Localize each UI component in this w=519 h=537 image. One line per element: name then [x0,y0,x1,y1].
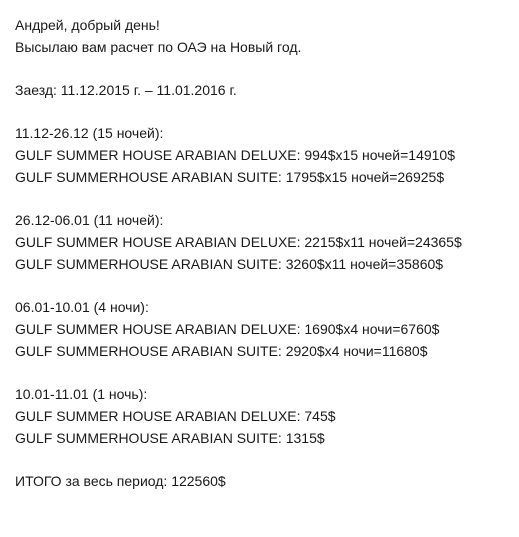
suite-rate-line: GULF SUMMERHOUSE ARABIAN SUITE: 2920$x4 ночи=11680$ [15,343,428,359]
deluxe-rate-line: GULF SUMMER HOUSE ARABIAN DELUXE: 1690$x4 ночи=6760$ [15,321,440,337]
greeting: Андрей, добрый день! [15,17,160,33]
period-block [15,383,515,449]
period-block [15,209,515,275]
deluxe-rate-line: GULF SUMMER HOUSE ARABIAN DELUXE: 994$x15 ночей=14910$ [15,147,456,163]
intro-line: Высылаю вам расчет по ОАЭ на Новый год. [15,39,302,55]
period-header: 10.01-11.01 (1 ночь): [15,386,148,402]
period-block [15,122,515,188]
deluxe-rate-line: GULF SUMMER HOUSE ARABIAN DELUXE: 745$ [15,408,336,424]
period-block [15,296,515,362]
period-header: 11.12-26.12 (15 ночей): [15,125,164,141]
letter-body [15,14,515,492]
suite-rate-line: GULF SUMMERHOUSE ARABIAN SUITE: 3260$x11 ночей=35860$ [15,256,444,272]
period-header: 06.01-10.01 (4 ночи): [15,299,149,315]
deluxe-rate-line: GULF SUMMER HOUSE ARABIAN DELUXE: 2215$x11 ночей=24365$ [15,234,462,250]
suite-rate-line: GULF SUMMERHOUSE ARABIAN SUITE: 1315$ [15,430,325,446]
suite-rate-line: GULF SUMMERHOUSE ARABIAN SUITE: 1795$x15 ночей=26925$ [15,169,445,185]
total-line: ИТОГО за весь период: 122560$ [15,473,226,489]
period-header: 26.12-06.01 (11 ночей): [15,212,164,228]
stay-dates: Заезд: 11.12.2015 г. – 11.01.2016 г. [15,82,237,98]
